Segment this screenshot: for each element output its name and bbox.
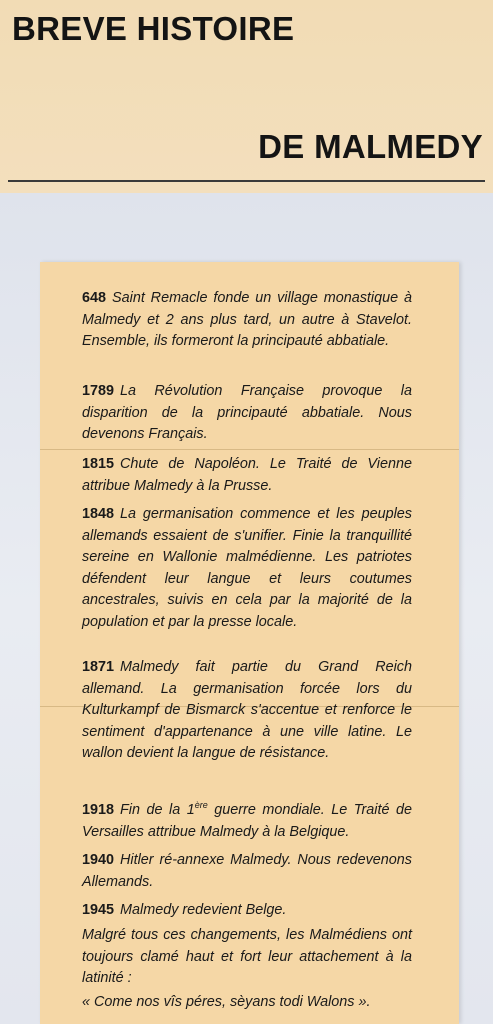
title-line-1: BREVE HISTOIRE (12, 10, 295, 47)
entry-year: 1815 (82, 456, 115, 472)
history-entry-648 (82, 288, 412, 353)
closing-text: Malgré tous ces changements, les Malmédiens ont toujours clamé haut et fort leur attachement à la latinité : (82, 927, 412, 986)
entry-year: 1789 (82, 383, 115, 399)
closing-quote (82, 992, 412, 1014)
history-entry-1815 (82, 454, 412, 497)
history-entry-1848 (82, 504, 412, 633)
entry-text: La germanisation commence et les peuples allemands essaient de s'unifier. Finie la tranquillité sereine en Wallonie malmédienne. Les patriotes défendent leur langue et leurs coutumes ancestrales, suivis en cela par la majorité de la population et par la presse locale. (82, 506, 412, 630)
entry-year: 1918 (82, 802, 115, 818)
entry-year: 648 (82, 290, 107, 306)
sheet-fold-line (40, 449, 459, 450)
entry-superscript: ère (194, 800, 208, 811)
entry-text: Malmedy redevient Belge. (120, 902, 287, 918)
history-entry-1871 (82, 657, 412, 765)
entry-text: Malmedy fait partie du Grand Reich allemand. La germanisation forcée lors du Kulturkampf de Bismarck s'accentue et renforce le sentiment d'appartenance à une ville latine. Le wallon devient la langue de résistance. (82, 659, 412, 761)
header-divider (8, 180, 485, 182)
entry-year: 1945 (82, 902, 115, 918)
entry-year: 1848 (82, 506, 115, 522)
entry-text: Saint Remacle fonde un village monastique à Malmedy et 2 ans plus tard, un autre à Stavelot. Ensemble, ils formeront la principauté abbatiale. (82, 290, 412, 349)
closing-quote-text: « Come nos vîs péres, sèyans todi Walons ». (82, 994, 371, 1010)
title-line-2: DE MALMEDY (258, 128, 483, 165)
entry-text: Fin de la 1 (120, 802, 195, 818)
entry-year: 1940 (82, 852, 115, 868)
entry-text: La Révolution Française provoque la disparition de la principauté abbatiale. Nous devenons Français. (82, 383, 412, 442)
history-entry-1918 (82, 800, 412, 843)
history-entry-1940 (82, 850, 412, 893)
entry-text: Chute de Napoléon. Le Traité de Vienne attribue Malmedy à la Prusse. (82, 456, 412, 494)
history-entry-1789 (82, 381, 412, 446)
entry-year: 1871 (82, 659, 115, 675)
history-entry-1945 (82, 900, 412, 922)
header-panel (0, 0, 493, 193)
entry-text: guerre mondiale. Le Traité de Versailles attribue Malmedy à la Belgique. (82, 802, 412, 840)
closing-paragraph (82, 925, 412, 990)
entry-text: Hitler ré-annexe Malmedy. Nous redevenons Allemands. (82, 852, 412, 890)
